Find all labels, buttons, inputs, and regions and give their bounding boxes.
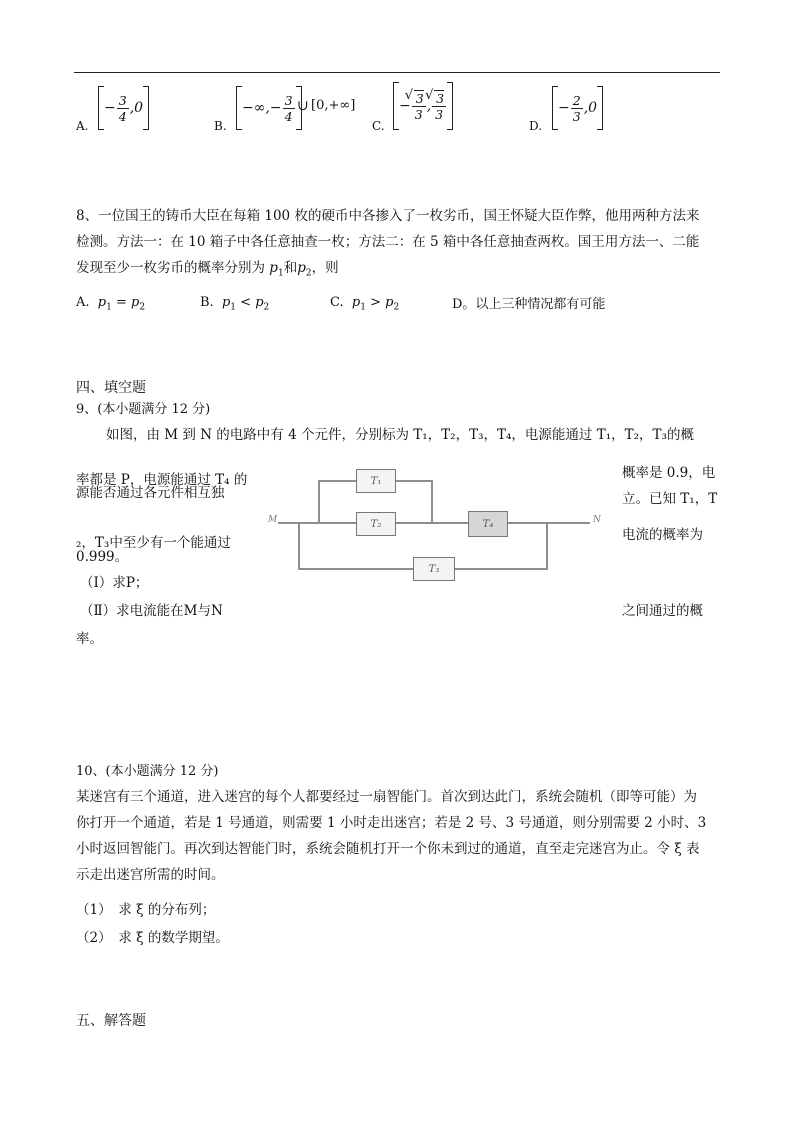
q10-sub2: （2） 求 ξ 的数学期望。 bbox=[76, 930, 229, 946]
option-d-label: D. bbox=[529, 119, 543, 133]
q9-left-a: 率都是 P，电源能通过 T₄ 的 bbox=[76, 472, 248, 488]
section-5-title: 五、解答题 bbox=[76, 1013, 146, 1029]
q10-header: 10、(本小题满分 12 分) bbox=[76, 764, 219, 779]
option-d-interval: − $\frac{2}{3}$ ,0 bbox=[552, 86, 603, 130]
q9-right-c: 电流的概率为 bbox=[622, 527, 703, 543]
element-t2: T₂ bbox=[356, 512, 396, 536]
wire-lower-right bbox=[546, 522, 548, 570]
q8-option-a: A. $p_1 = p_2$ bbox=[76, 295, 146, 313]
question-8 bbox=[76, 203, 721, 287]
option-a-interval: − $\frac{3}{4}$ ,0 bbox=[98, 86, 149, 130]
wire-upper-right bbox=[431, 480, 433, 524]
q8-line2: 检测。方法一：在 10 箱子中各任意抽查一枚；方法二：在 5 箱中各任意抽查两枚。国王用方法一、二能 bbox=[76, 234, 700, 250]
circuit-diagram bbox=[268, 455, 608, 600]
option-b-label: B. bbox=[214, 119, 227, 133]
q8-option-b: B. $p_1 < p_2$ bbox=[200, 295, 270, 313]
q8-option-c: C. $p_1 > p_2$ bbox=[330, 295, 400, 313]
option-c-interval: − √ $\frac{3}{3}$ , √ $\frac{3}{3}$ bbox=[393, 82, 453, 130]
main-wire bbox=[278, 522, 590, 524]
q8-line3: 发现至少一枚劣币的概率分别为 $p_1$和$p_2$，则 bbox=[76, 260, 339, 279]
q10-line4: 示走出迷宫所需的时间。 bbox=[76, 867, 225, 883]
q9-end: 率。 bbox=[76, 631, 103, 647]
q9-left-b: 源能否通过各元件相互独 bbox=[76, 485, 225, 501]
q10-sub1: （1） 求 ξ 的分布列； bbox=[76, 902, 216, 918]
q9-right-e: 之间通过的概 bbox=[622, 603, 703, 619]
q10-line1: 某迷宫有三个通道，进入迷宫的每个人都要经过一扇智能门。首次到达此门，系统会随机（即等可能）为 bbox=[76, 789, 697, 805]
option-b-interval: −∞,− $\frac{3}{4}$ bbox=[236, 86, 302, 130]
q10-line2: 你打开一个通道，若是 1 号通道，则需要 1 小时走出迷宫；若是 2 号、3 号通道，则分别需要 2 小时、3 bbox=[76, 815, 707, 831]
q9-line1: 如图，由 M 到 N 的电路中有 4 个元件，分别标为 T₁，T₂，T₃，T₄，电源能通过 T₁，T₂，T₃的概 bbox=[106, 427, 694, 443]
header-rule bbox=[74, 72, 720, 73]
q9-left-c: ₂，T₃中至少有一个能通过 bbox=[76, 535, 231, 551]
element-t3: T₃ bbox=[413, 557, 455, 581]
q9-left-d: 0.999。 bbox=[76, 549, 129, 565]
wire-lower-left bbox=[298, 522, 300, 570]
element-t1: T₁ bbox=[356, 469, 396, 493]
q9-sub1: （Ⅰ）求P； bbox=[80, 575, 149, 591]
question-10 bbox=[76, 784, 721, 888]
section-4-title: 四、填空题 bbox=[76, 380, 146, 396]
q10-line3: 小时返回智能门。再次到达智能门时，系统会随机打开一个你未到过的通道，直至走完迷宫为止。令 ξ 表 bbox=[76, 841, 700, 857]
q8-line1: 8、一位国王的铸币大臣在每箱 100 枚的硬币中各掺入了一枚劣币，国王怀疑大臣作弊，他用两种方法来 bbox=[76, 208, 700, 224]
option-c-label: C. bbox=[372, 119, 385, 133]
option-a-label: A. bbox=[76, 119, 89, 133]
terminal-n: N bbox=[593, 515, 601, 525]
q9-right-a: 概率是 0.9，电 bbox=[622, 465, 716, 481]
q9-header: 9、(本小题满分 12 分) bbox=[76, 402, 211, 417]
terminal-m: M bbox=[268, 515, 278, 525]
q8-option-d: D。以上三种情况都有可能 bbox=[452, 297, 606, 312]
option-b-union: ∪ bbox=[297, 98, 309, 114]
q9-sub2: （Ⅱ）求电流能在M与N bbox=[80, 603, 223, 619]
q9-right-b: 立。已知 T₁，T bbox=[622, 491, 718, 507]
option-b-tail: [0,+∞] bbox=[311, 98, 356, 113]
wire-branch-left bbox=[318, 480, 320, 524]
element-t4: T₄ bbox=[468, 511, 508, 537]
